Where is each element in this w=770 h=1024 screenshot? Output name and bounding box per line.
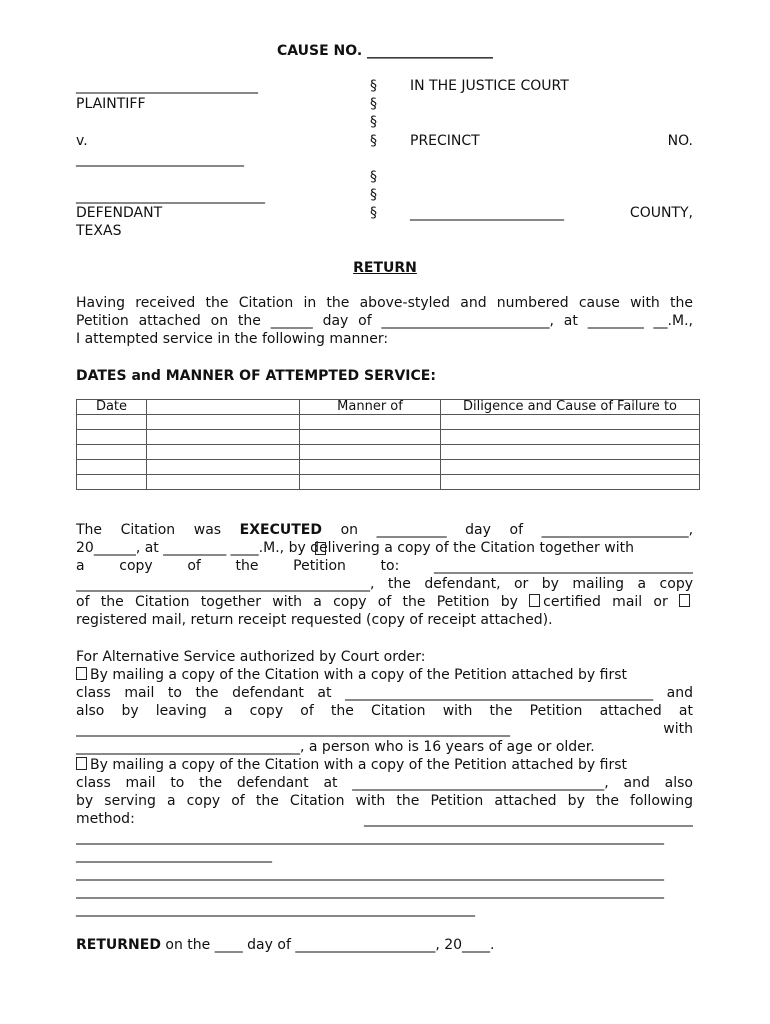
option-2-line: by serving a copy of the Citation with the Petition attached by the following [76, 793, 693, 809]
option-1-line: class mail to the defendant at ____________________________________________ and [76, 685, 693, 701]
return-title: RETURN [353, 260, 417, 276]
blank-line: ____________________________________________________________________________________ [76, 865, 664, 881]
intro-line: I attempted service in the following manner: [76, 331, 389, 347]
table-row [77, 475, 700, 490]
defendant-blank: ___________________________ [76, 188, 265, 204]
registered-mail-checkbox[interactable] [679, 594, 690, 607]
county-label: COUNTY, [629, 205, 693, 221]
plaintiff-blank: __________________________ [76, 78, 258, 94]
blank-line: ____________________________________________________________________________________ [76, 883, 664, 899]
section-mark: § [370, 96, 377, 112]
executed-line: of the Citation together with a copy of the Petition by certified mail or [76, 593, 693, 611]
executed-line: registered mail, return receipt requested (copy of receipt attached). [76, 612, 553, 628]
column-header-manner: Manner of [300, 400, 441, 415]
returned-line [76, 936, 494, 954]
plaintiff-label: PLAINTIFF [76, 96, 146, 112]
section-mark: § [370, 78, 377, 94]
column-header-date: Date [77, 400, 147, 415]
table-row [77, 415, 700, 430]
column-header-time [147, 400, 300, 415]
table-row [77, 430, 700, 445]
versus-label: v. [76, 133, 88, 149]
certified-mail-checkbox[interactable] [529, 594, 540, 607]
defendant-label: DEFENDANT [76, 205, 163, 221]
blank-line: ____________________________ [76, 847, 272, 863]
alternative-heading: For Alternative Service authorized by Court order: [76, 649, 426, 665]
option-1-line: ______________________________________________________________ with [76, 721, 693, 737]
attempts-heading: DATES and MANNER OF ATTEMPTED SERVICE: [76, 368, 436, 384]
table-row [77, 460, 700, 475]
state-label: TEXAS [76, 223, 122, 239]
table-row [77, 445, 700, 460]
table-header-row [77, 400, 700, 415]
intro-line: Petition attached on the ______ day of ________________________, at ________ __.M., [76, 313, 693, 329]
section-mark: § [370, 114, 377, 130]
section-mark: § [370, 205, 377, 221]
blank-line: ____________________________________________________________________________________ [76, 829, 664, 845]
precinct-label: PRECINCT [410, 133, 480, 149]
returned-label: RETURNED [76, 937, 161, 953]
option-1-checkbox[interactable] [76, 667, 87, 680]
alternative-option-1: By mailing a copy of the Citation with a copy of the Petition attached by first [76, 666, 627, 684]
column-header-diligence: Diligence and Cause of Failure to [441, 400, 700, 415]
cause-number: CAUSE NO. __________________ [276, 43, 494, 59]
blank-line: _________________________________________________________ [76, 901, 475, 917]
section-mark: § [370, 187, 377, 203]
option-2-line: class mail to the defendant at ____________________________________, and also [76, 775, 693, 791]
option-1-line: ________________________________, a person who is 16 years of age or older. [76, 739, 595, 755]
returned-text: on the ____ day of ____________________, 20____. [165, 937, 495, 953]
option-1-line: also by leaving a copy of the Citation with the Petition attached at [76, 703, 693, 719]
court-name: IN THE JUSTICE COURT [410, 78, 569, 94]
option-2-checkbox[interactable] [76, 757, 87, 770]
section-mark: § [370, 169, 377, 185]
executed-line: __________________________________________, the defendant, or by mailing a copy [76, 576, 693, 592]
option-2-line: method: _______________________________________________ [76, 811, 693, 827]
executed-line: The Citation was EXECUTED on __________ day of _____________________, [76, 522, 693, 538]
executed-line: a copy of the Petition to: _____________________________________ [76, 558, 693, 574]
number-label: NO. [667, 133, 693, 149]
delivery-checkbox[interactable] [315, 542, 326, 555]
versus-blank: ________________________ [76, 151, 244, 167]
executed-line: 20______, at _________ ____.M., by delivering a copy of the Citation together with [76, 540, 634, 556]
intro-line: Having received the Citation in the above-styled and numbered cause with the [76, 295, 693, 311]
alternative-option-2: By mailing a copy of the Citation with a copy of the Petition attached by first [76, 756, 627, 774]
attempts-table [76, 399, 700, 490]
county-blank: ______________________ [410, 205, 564, 221]
section-mark: § [370, 133, 377, 149]
